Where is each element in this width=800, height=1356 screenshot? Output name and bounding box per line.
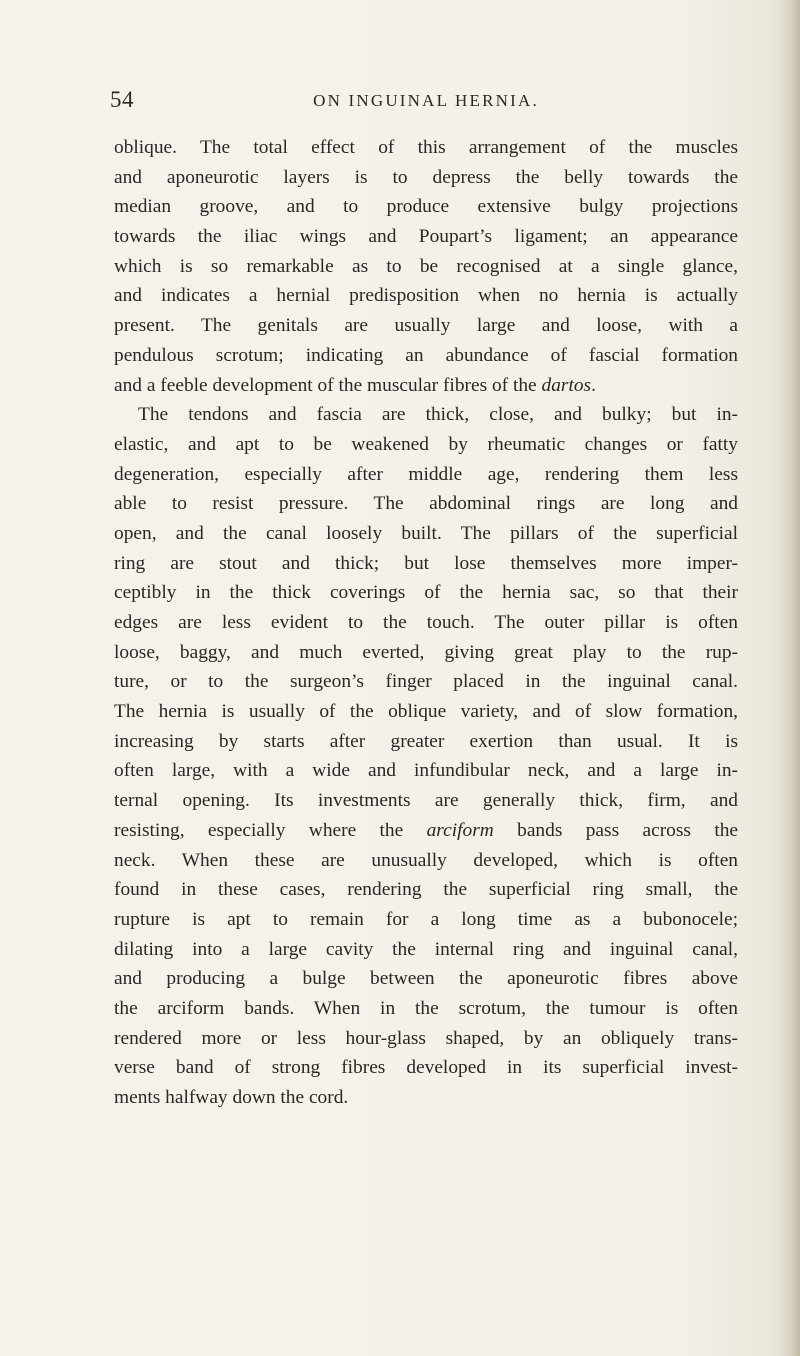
text-line: pendulous scrotum; indicating an abundance of fascial formation	[114, 344, 738, 366]
italic-term: dartos	[541, 374, 592, 396]
text-line: verse band of strong fibres developed in its superficial invest-	[114, 1057, 738, 1079]
text-line: ments halfway down the cord.	[114, 1087, 349, 1108]
text-line: found in these cases, rendering the superficial ring small, the	[114, 879, 738, 901]
text-line: rupture is apt to remain for a long time as a bubonocele;	[114, 908, 738, 930]
text-line: and producing a bulge between the aponeurotic fibres above	[114, 968, 738, 990]
text-line: the arciform bands. When in the scrotum, the tumour is often	[114, 997, 738, 1019]
text-line: and aponeurotic layers is to depress the belly towards the	[114, 166, 738, 188]
text-line: resisting, especially where the arciform bands pass across the	[114, 819, 738, 841]
text-line: and a feeble development of the muscular fibres of the dartos.	[114, 374, 596, 396]
text-line: oblique. The total effect of this arrangement of the muscles	[114, 137, 738, 158]
body-text	[114, 133, 738, 1113]
text-line: ternal opening. Its investments are generally thick, firm, and	[114, 790, 738, 812]
text-line: often large, with a wide and infundibular neck, and a large in-	[114, 760, 738, 782]
text-line: edges are less evident to the touch. The outer pillar is often	[114, 612, 738, 633]
text-line: able to resist pressure. The abdominal rings are long and	[114, 493, 738, 515]
text-line: ceptibly in the thick coverings of the hernia sac, so that their	[114, 582, 738, 604]
text-line: towards the iliac wings and Poupart’s ligament; an appearance	[114, 226, 738, 248]
text-line: The hernia is usually of the oblique variety, and of slow formation,	[114, 701, 738, 723]
italic-term: arciform	[426, 819, 494, 841]
text-line: median groove, and to produce extensive bulgy projections	[114, 196, 738, 218]
text-line: open, and the canal loosely built. The pillars of the superficial	[114, 522, 738, 544]
text-line: ture, or to the surgeon’s finger placed in the inguinal canal.	[114, 671, 738, 693]
page-number: 54	[110, 87, 134, 112]
text-line: and indicates a hernial predisposition when no hernia is actually	[114, 285, 738, 307]
text-line: neck. When these are unusually developed, which is often	[114, 849, 738, 871]
page-header	[110, 87, 742, 117]
text-line: loose, baggy, and much everted, giving great play to the rup-	[114, 641, 738, 663]
text-line: rendered more or less hour-glass shaped, by an obliquely trans-	[114, 1027, 738, 1049]
text-line: elastic, and apt to be weakened by rheumatic changes or fatty	[114, 433, 738, 455]
text-line: degeneration, especially after middle age, rendering them less	[114, 463, 738, 485]
text-line: which is so remarkable as to be recognised at a single glance,	[114, 255, 738, 277]
text-line: The tendons and fascia are thick, close, and bulky; but in-	[138, 404, 738, 426]
text-line: ring are stout and thick; but lose themselves more imper-	[114, 552, 738, 574]
running-head: ON INGUINAL HERNIA.	[313, 91, 539, 110]
text-line: present. The genitals are usually large and loose, with a	[114, 315, 738, 337]
text-line: dilating into a large cavity the internal ring and inguinal canal,	[114, 938, 738, 960]
page-edge-shadow	[778, 0, 800, 1356]
text-line: increasing by starts after greater exertion than usual. It is	[114, 730, 738, 752]
